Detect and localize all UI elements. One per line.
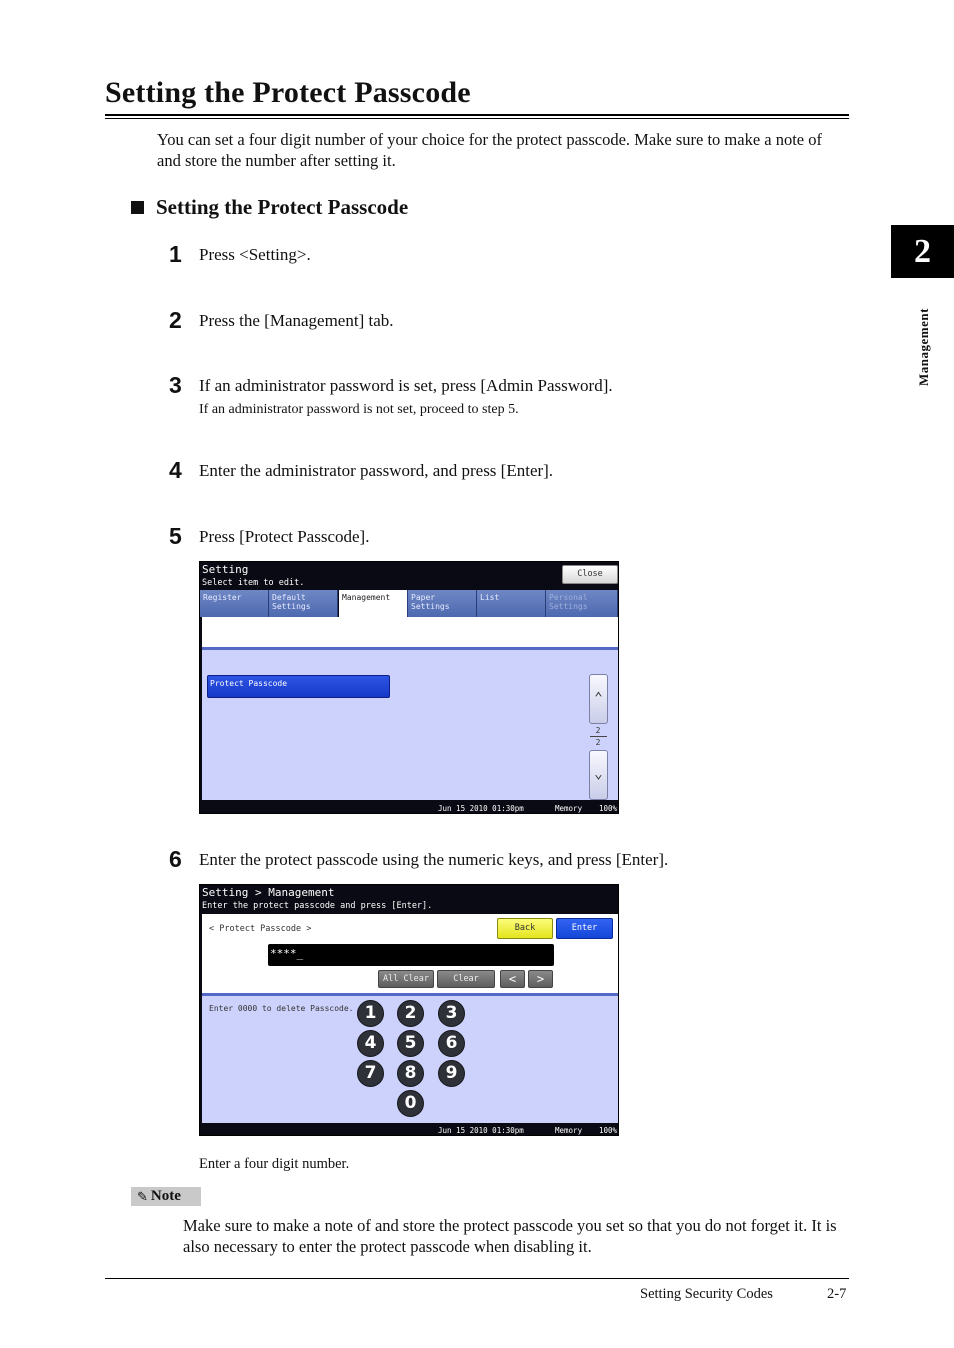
footer-rule xyxy=(105,1278,849,1279)
tab-register[interactable] xyxy=(200,590,269,617)
screen-title: Setting xyxy=(202,563,249,576)
key-7[interactable]: 7 xyxy=(357,1060,384,1087)
step-number: 5 xyxy=(169,523,182,549)
passcode-entry-screen xyxy=(199,884,619,1136)
tab-label-line2: Settings xyxy=(272,602,311,611)
protect-passcode-button[interactable]: Protect Passcode xyxy=(207,675,390,698)
page-number: 2-7 xyxy=(827,1286,847,1302)
key-1[interactable]: 1 xyxy=(357,1000,384,1027)
key-9[interactable]: 9 xyxy=(438,1060,465,1087)
step-text: Enter the administrator password, and press [Enter]. xyxy=(199,461,554,480)
key-3[interactable]: 3 xyxy=(438,1000,465,1027)
chevron-down-icon: ⌄ xyxy=(594,766,603,782)
close-button[interactable]: Close xyxy=(562,565,618,584)
cursor-left-button[interactable] xyxy=(500,970,525,988)
key-2[interactable]: 2 xyxy=(397,1000,424,1027)
key-8[interactable]: 8 xyxy=(397,1060,424,1087)
step-text: Enter the protect passcode using the numeric keys, and press [Enter]. xyxy=(199,850,669,869)
status-memory: Memory xyxy=(555,804,583,813)
page-title: Setting the Protect Passcode xyxy=(105,76,471,109)
chevron-right-icon: > xyxy=(536,972,545,986)
step-subtext: If an administrator password is not set, proceed to step 5. xyxy=(199,402,519,417)
note-label-text: Note xyxy=(150,1188,181,1204)
step-number: 6 xyxy=(169,846,182,872)
status-memory: Memory xyxy=(555,1126,583,1135)
item-list-area xyxy=(202,650,618,800)
field-label: < Protect Passcode > xyxy=(209,924,312,934)
passcode-input[interactable]: ****_ xyxy=(268,944,554,966)
note-label xyxy=(131,1187,201,1206)
chevron-left-icon: < xyxy=(508,972,517,986)
tab-paper-settings[interactable] xyxy=(408,590,477,617)
step-number: 2 xyxy=(169,307,182,333)
step-text: Press <Setting>. xyxy=(199,245,311,264)
section-heading xyxy=(131,195,408,220)
key-0[interactable]: 0 xyxy=(397,1090,424,1117)
title-rule xyxy=(105,114,849,116)
status-memory-percent: 100% xyxy=(599,1126,618,1135)
step-caption: Enter a four digit number. xyxy=(199,1156,350,1172)
section-heading-text: Setting the Protect Passcode xyxy=(156,195,409,219)
scroll-down-button[interactable] xyxy=(589,750,608,800)
pencil-icon: ✎ xyxy=(137,1188,148,1204)
step-text: Press the [Management] tab. xyxy=(199,311,394,330)
all-clear-button[interactable]: All Clear xyxy=(378,970,434,988)
key-5[interactable]: 5 xyxy=(397,1030,424,1057)
chapter-side-label: Management xyxy=(916,308,931,386)
tab-label-line2: Settings xyxy=(549,602,588,611)
square-bullet-icon xyxy=(131,201,144,214)
settings-screen xyxy=(199,561,619,814)
scroll-up-button[interactable] xyxy=(589,674,608,724)
step-text: If an administrator password is set, press [Admin Password]. xyxy=(199,376,613,395)
tab-label: List xyxy=(480,593,500,602)
cursor-right-button[interactable] xyxy=(528,970,553,988)
screen-title: Setting > Management xyxy=(202,886,335,899)
tab-label-line2: Settings xyxy=(411,602,450,611)
intro-paragraph: You can set a four digit number of your choice for the protect passcode. Make sure to make a note of and store the number after setting it. xyxy=(157,130,822,170)
enter-button[interactable]: Enter xyxy=(556,918,613,939)
tab-label: Default xyxy=(272,593,306,602)
status-date: Jun 15 2010 01:30pm xyxy=(438,804,524,813)
tab-label: Management xyxy=(342,593,391,602)
screen-subtitle: Enter the protect passcode and press [Enter]. xyxy=(202,901,433,911)
step-number: 4 xyxy=(169,457,182,483)
clear-button[interactable]: Clear xyxy=(437,970,495,988)
tab-personal-settings[interactable] xyxy=(546,590,618,617)
page-divider xyxy=(590,736,607,737)
page-total: 2 xyxy=(595,738,601,747)
screen-subtitle: Select item to edit. xyxy=(202,578,305,588)
key-6[interactable]: 6 xyxy=(438,1030,465,1057)
footer-section: Setting Security Codes xyxy=(640,1286,773,1302)
note-text: Make sure to make a note of and store the protect passcode you set so that you do not forget it. It is also necessary to enter the protect passcode when disabling it. xyxy=(183,1216,837,1256)
status-date: Jun 15 2010 01:30pm xyxy=(438,1126,524,1135)
step-number: 3 xyxy=(169,372,182,398)
step-text: Press [Protect Passcode]. xyxy=(199,527,370,546)
tab-management[interactable] xyxy=(339,590,408,618)
delete-hint: Enter 0000 to delete Passcode. xyxy=(209,1004,354,1013)
status-memory-percent: 100% xyxy=(599,804,618,813)
tab-label: Personal xyxy=(549,593,588,602)
tab-label: Register xyxy=(203,593,242,602)
tab-list[interactable] xyxy=(477,590,546,617)
page-current: 2 xyxy=(595,726,601,735)
title-rule-thin xyxy=(105,118,849,119)
tab-content-header xyxy=(202,617,618,647)
key-4[interactable]: 4 xyxy=(357,1030,384,1057)
step-number: 1 xyxy=(169,241,182,267)
tab-default-settings[interactable] xyxy=(269,590,338,617)
tab-label: Paper xyxy=(411,593,436,602)
back-button[interactable]: Back xyxy=(497,918,553,939)
chapter-tab: 2 xyxy=(891,225,954,278)
chevron-up-icon: ⌃ xyxy=(594,690,603,706)
